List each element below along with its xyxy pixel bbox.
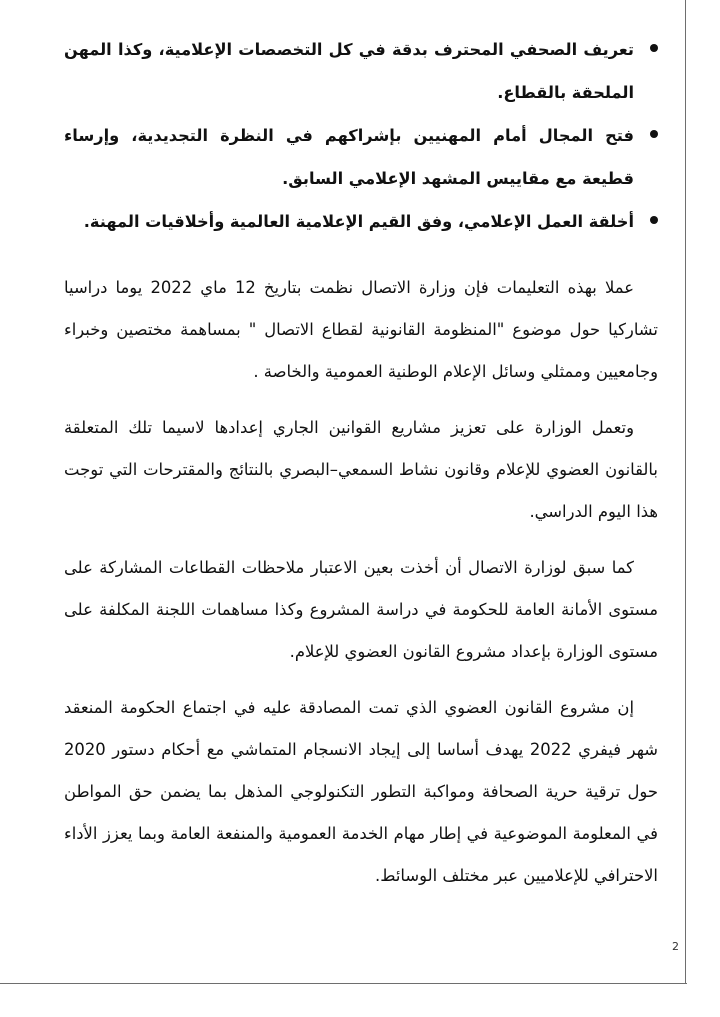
bullet-item — [64, 200, 658, 243]
bullet-text: تعريف الصحفي المحترف بدقة في كل التخصصات الإعلامية، وكذا المهن الملحقة بالقطاع. — [64, 40, 634, 102]
bullet-dot-icon — [650, 130, 658, 138]
bullet-item — [64, 114, 658, 200]
document-body — [64, 28, 658, 897]
page-number: 2 — [672, 940, 679, 953]
bullet-text: فتح المجال أمام المهنيين بإشراكهم في النظرة التجديدية، وإرساء قطيعة مع مقاييس المشهد الإعلامي السابق. — [64, 126, 634, 188]
paragraph-study-day: عملا بهذه التعليمات فإن وزارة الاتصال نظمت بتاريخ 12 ماي 2022 يوما دراسيا تشاركيا حول موضوع "المنظومة القانونية لقطاع الاتصال " بمساهمة مختصين وخبراء وجامعيين وممثلي وسائل الإعلام الوطنية العمومية والخاصة . — [64, 278, 658, 381]
page-border-right — [685, 0, 686, 984]
paragraph-ministry-laws: وتعمل الوزارة على تعزيز مشاريع القوانين الجاري إعدادها لاسيما تلك المتعلقة بالقانون العضوي للإعلام وقانون نشاط السمعي–البصري بالنتائج والمقترحات التي توجت هذا اليوم الدراسي. — [64, 418, 658, 521]
bullet-dot-icon — [650, 44, 658, 52]
bullet-item — [64, 28, 658, 114]
paragraph-government-remarks: كما سبق لوزارة الاتصال أن أخذت بعين الاعتبار ملاحظات القطاعات المشاركة على مستوى الأمانة العامة للحكومة في دراسة المشروع وكذا مساهمات اللجنة المكلفة على مستوى الوزارة بإعداد مشروع القانون العضوي للإعلام. — [64, 558, 658, 661]
paragraph-organic-law: إن مشروع القانون العضوي الذي تمت المصادقة عليه في اجتماع الحكومة المنعقد شهر فيفري 2022 يهدف أساسا إلى إيجاد الانسجام المتماشي مع أحكام دستور 2020 حول ترقية حرية الصحافة ومواكبة التطور التكنولوجي المذهل بما يضمن حق المواطن في المعلومة الموضوعية في إطار مهام الخدمة العمومية والمنفعة العامة وبما يعزز الأداء الاحترافي للإعلاميين عبر مختلف الوسائط. — [64, 698, 659, 885]
bullet-dot-icon — [650, 216, 658, 224]
bullet-text: أخلقة العمل الإعلامي، وفق القيم الإعلامية العالمية وأخلاقيات المهنة. — [83, 212, 634, 231]
page-border-bottom — [0, 983, 687, 984]
bullet-list — [64, 28, 658, 243]
